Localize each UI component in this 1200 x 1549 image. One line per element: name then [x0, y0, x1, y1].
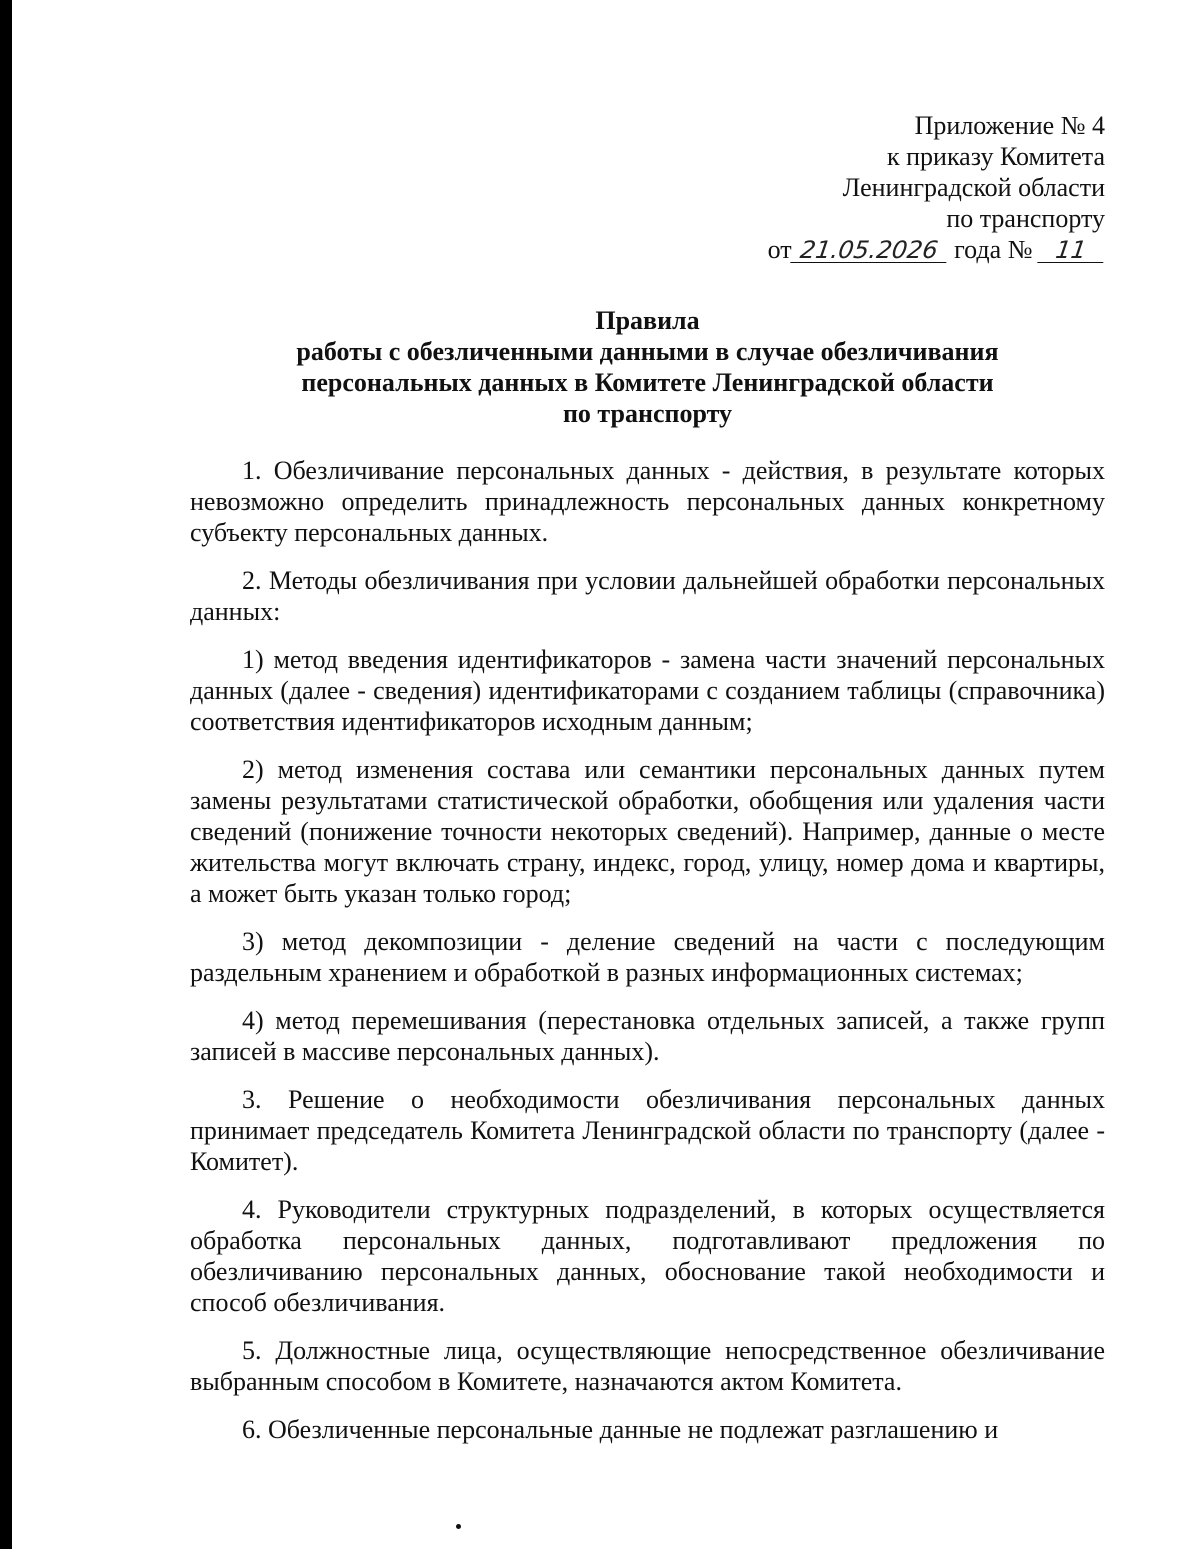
paragraph: 6. Обезличенные персональные данные не подлежат разглашению и — [242, 1415, 999, 1444]
paragraph: 1) метод введения идентификаторов - замена части значений персональных данных (далее - сведения) идентификаторами с созданием таблицы (справочника) соответствия идентификаторов исходным данным; — [190, 645, 1105, 736]
appendix-line: Приложение № 4 — [914, 111, 1105, 140]
paragraph: 3) метод декомпозиции - деление сведений на части с последующим раздельным хранением и обработкой в разных информационных системах; — [190, 927, 1105, 987]
title-line: Правила — [595, 306, 700, 335]
paragraph: 4) метод перемешивания (перестановка отдельных записей, а также групп записей в массиве персональных данных). — [190, 1006, 1105, 1066]
paragraph: 2) метод изменения состава или семантики персональных данных путем замены результатами статистической обработки, обобщения или удаления части сведений (понижение точности некоторых сведений). Например, данные о месте жительства могут включать страну, индекс, город, улицу, номер дома и квартиры, а может быть указан только город; — [190, 755, 1105, 908]
appendix-line: к приказу Комитета — [886, 142, 1105, 171]
paragraph: 3. Решение о необходимости обезличивания персональных данных принимает председатель Комитета Ленинградской области по транспорту (далее - Комитет). — [190, 1085, 1105, 1176]
page-mark-dot — [456, 1524, 461, 1529]
paragraph: 4. Руководители структурных подразделений, в которых осуществляется обработка персональных данных, подготавливают предложения по обезличиванию персональных данных, обоснование такой необходимости и способ обезличивания. — [190, 1195, 1105, 1317]
paragraph: 5. Должностные лица, осуществляющие непосредственное обезличивание выбранным способом в Комитете, назначаются актом Комитета. — [190, 1336, 1105, 1396]
date-mid: года № — [947, 235, 1039, 264]
appendix-date-line — [190, 234, 1105, 265]
title-line: работы с обезличенными данными в случае обезличивания — [296, 337, 999, 366]
document-body — [190, 455, 1105, 1445]
appendix-line: Ленинградской области — [842, 173, 1105, 202]
handwritten-number: 11 — [1037, 238, 1107, 263]
handwritten-date: 21.05.2026 — [790, 238, 950, 263]
appendix-header — [190, 110, 1105, 265]
title-line: персональных данных в Комитете Ленинградской области — [301, 368, 994, 397]
date-prefix: от — [767, 235, 792, 264]
document-title — [190, 305, 1105, 429]
scan-edge — [0, 0, 12, 1549]
appendix-line: по транспорту — [946, 204, 1105, 233]
title-line: по транспорту — [562, 399, 733, 428]
document-page — [190, 110, 1105, 1462]
paragraph: 2. Методы обезличивания при условии дальнейшей обработки персональных данных: — [190, 566, 1105, 626]
paragraph: 1. Обезличивание персональных данных - действия, в результате которых невозможно определить принадлежность персональных данных конкретному субъекту персональных данных. — [190, 456, 1105, 547]
